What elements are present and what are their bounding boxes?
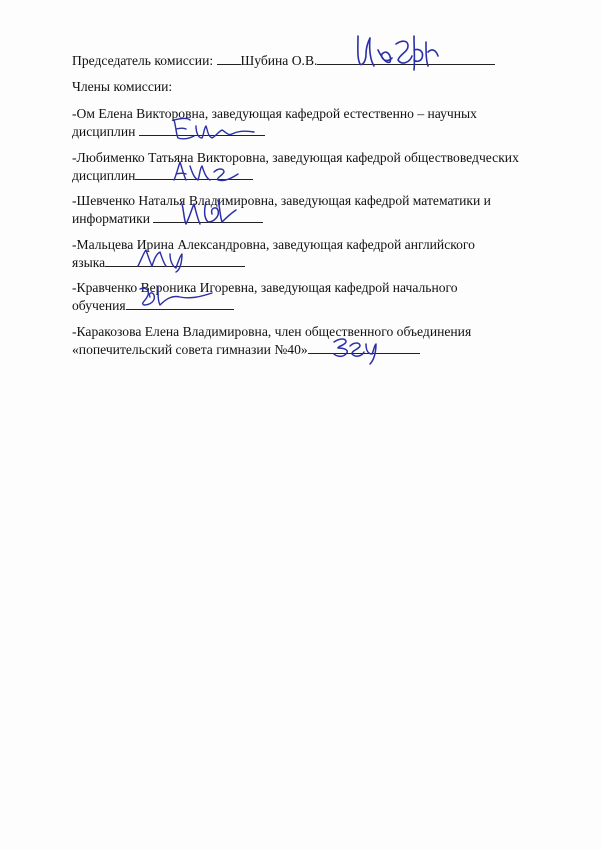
chair-signature [352,28,442,76]
member-3-line1: -Шевченко Наталья Владимировна, заведующая кафедрой математики и [72,193,491,208]
member-3-dept: информатики [72,211,154,226]
member-2-line1: -Любименко Татьяна Викторовна, заведующая кафедрой обществоведческих [72,150,519,165]
member-4-dept: языка [72,255,106,270]
member-5-dept: обучения [72,298,126,313]
member-5-signature [136,283,216,309]
member-6-signature [330,332,394,366]
member-4-line1: -Мальцева Ирина Александровна, заведующая кафедрой английского [72,237,475,252]
member-1-dept: дисциплин [72,124,139,139]
member-2-signature [172,158,242,184]
member-2-dept: дисциплин [72,168,136,183]
member-6-line1: -Каракозова Елена Владимировна, член общественного объединения [72,324,472,339]
member-5-line1: -Кравченко Вероника Игоревна, заведующая кафедрой начального [72,280,458,295]
member-6-dept: «попечительский совета гимназии №40» [72,342,308,357]
member-3-signature [178,196,238,228]
members-heading: Члены комиссии: [72,79,173,94]
chair-blank-pre [217,52,241,65]
member-4-signature [134,244,190,274]
member-1-signature [170,116,260,144]
chair-label: Председатель комиссии: [72,53,217,68]
member-1-line1: -Ом Елена Викторовна, заведующая кафедрой естественно – научных [72,106,477,121]
chair-name: Шубина О.В. [240,53,318,68]
